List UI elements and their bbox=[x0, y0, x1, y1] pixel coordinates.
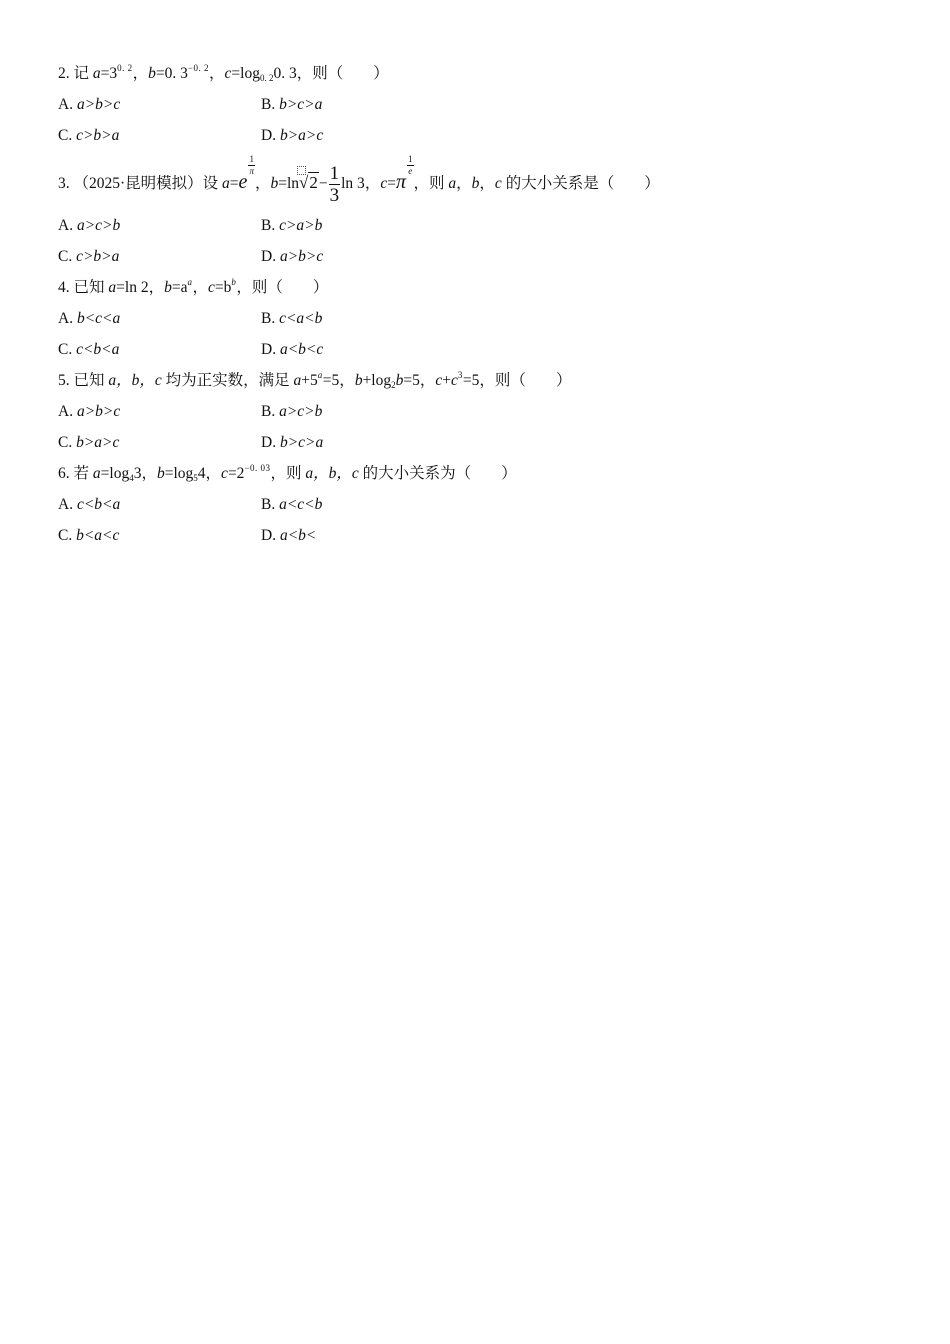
a-exponent-fraction bbox=[248, 155, 255, 176]
cube-root bbox=[299, 163, 319, 204]
c-exponent: −0. 03 bbox=[244, 463, 271, 473]
question-suffix: 的大小关系为（ bbox=[358, 465, 472, 482]
var-b: b bbox=[148, 65, 156, 82]
option-expression: c<b<a bbox=[76, 496, 121, 513]
option-d bbox=[261, 241, 323, 272]
fraction-numerator: 1 bbox=[249, 154, 254, 164]
separator: ， bbox=[254, 175, 271, 192]
equation-3-exponent: 3 bbox=[457, 370, 463, 380]
option-label: C. bbox=[58, 127, 77, 144]
option-label: B. bbox=[261, 310, 280, 327]
option-a bbox=[58, 210, 120, 241]
equation-2-term: +log bbox=[362, 372, 392, 389]
close-paren: ） bbox=[373, 65, 389, 82]
option-label: A. bbox=[58, 403, 77, 420]
option-expression: a>c>b bbox=[279, 403, 323, 420]
option-expression: b<a<c bbox=[76, 527, 120, 544]
option-label: C. bbox=[58, 434, 77, 451]
close-paren: ） bbox=[501, 465, 517, 482]
question-3-stem bbox=[58, 155, 898, 210]
separator: ， bbox=[192, 279, 208, 296]
option-expression: a>b>c bbox=[76, 403, 121, 420]
question-6-stem bbox=[58, 458, 898, 489]
option-label: A. bbox=[58, 96, 77, 113]
log-base: 2 bbox=[391, 380, 396, 390]
option-c bbox=[58, 427, 119, 458]
var-b: b bbox=[156, 465, 165, 482]
a-definition: =ln 2 bbox=[116, 279, 149, 296]
fraction-denominator: 3 bbox=[329, 184, 340, 206]
variable-list: a，b，c bbox=[305, 465, 359, 482]
separator: ， bbox=[364, 175, 381, 192]
fraction-denominator: e bbox=[408, 166, 413, 176]
separator: ， bbox=[208, 65, 225, 82]
fraction-numerator: 1 bbox=[408, 154, 413, 164]
question-number: 6. 若 bbox=[58, 465, 93, 482]
option-b bbox=[261, 89, 322, 120]
question-number: 3. （2025·昆明模拟）设 bbox=[58, 175, 223, 192]
option-d bbox=[261, 520, 316, 551]
option-c bbox=[58, 120, 119, 151]
option-label: C. bbox=[58, 248, 77, 265]
separator: ， bbox=[479, 175, 495, 192]
var-c: c bbox=[380, 175, 388, 192]
b-definition: =ln bbox=[278, 175, 300, 192]
question-4-options-row-1 bbox=[58, 303, 898, 334]
option-label: D. bbox=[261, 341, 280, 358]
option-expression: b>a>c bbox=[76, 434, 120, 451]
option-d bbox=[261, 427, 323, 458]
question-3-options-row-1 bbox=[58, 210, 898, 241]
separator: ， bbox=[132, 65, 149, 82]
var-c: c bbox=[451, 372, 458, 389]
a-definition: = bbox=[229, 175, 239, 192]
question-5-options-row-2 bbox=[58, 427, 898, 458]
option-expression: b>c>a bbox=[279, 434, 324, 451]
separator: ， bbox=[339, 372, 355, 389]
option-d bbox=[261, 120, 323, 151]
question-2-options-row-2 bbox=[58, 120, 898, 151]
option-expression: a>b>c bbox=[76, 96, 121, 113]
option-label: D. bbox=[261, 527, 280, 544]
plus-sign: + bbox=[442, 372, 452, 389]
c-definition: =b bbox=[214, 279, 232, 296]
var-b: b bbox=[395, 372, 404, 389]
option-expression: b>c>a bbox=[279, 96, 323, 113]
var-b: b bbox=[164, 279, 172, 296]
log-base: 4 bbox=[129, 473, 134, 483]
a-definition: =log bbox=[100, 465, 130, 482]
c-definition: = bbox=[387, 175, 396, 192]
separator: ， bbox=[205, 465, 222, 482]
option-label: C. bbox=[58, 341, 77, 358]
option-a bbox=[58, 489, 120, 520]
var-a: a bbox=[108, 279, 117, 296]
option-a bbox=[58, 89, 120, 120]
question-2-options-row-1 bbox=[58, 89, 898, 120]
variable-list: a，b，c bbox=[108, 372, 162, 389]
option-label: A. bbox=[58, 496, 77, 513]
equation-1-term: +5 bbox=[301, 372, 318, 389]
question-4-stem bbox=[58, 272, 898, 303]
log-base: 0. 2 bbox=[259, 73, 274, 83]
option-label: D. bbox=[261, 248, 280, 265]
var-a: a bbox=[448, 175, 457, 192]
b-exponent: a bbox=[187, 277, 193, 287]
var-a: a bbox=[92, 65, 101, 82]
equation-1-rhs: =5 bbox=[322, 372, 340, 389]
question-suffix: ，则 bbox=[270, 465, 306, 482]
option-c bbox=[58, 520, 119, 551]
question-suffix: ，则（ bbox=[236, 279, 283, 296]
minus-sign: − bbox=[318, 175, 328, 192]
log-argument: 4 bbox=[197, 465, 206, 482]
c-exponent-fraction bbox=[407, 155, 414, 176]
condition-text: 均为正实数，满足 bbox=[161, 372, 294, 389]
option-expression: c>a>b bbox=[279, 217, 323, 234]
option-expression: b<c<a bbox=[76, 310, 121, 327]
equation-2-rhs: =5 bbox=[403, 372, 420, 389]
question-2-stem bbox=[58, 58, 898, 89]
option-expression: c<a<b bbox=[279, 310, 323, 327]
var-b: b bbox=[270, 175, 279, 192]
var-c: c bbox=[224, 65, 232, 82]
question-4-options-row-2 bbox=[58, 334, 898, 365]
c-definition: =2 bbox=[227, 465, 245, 482]
option-label: B. bbox=[261, 217, 280, 234]
option-expression: a>c>b bbox=[76, 217, 121, 234]
option-a bbox=[58, 303, 120, 334]
option-b bbox=[261, 303, 322, 334]
log-argument: 0. 3 bbox=[273, 65, 297, 82]
option-c bbox=[58, 241, 119, 272]
option-expression: c<b<a bbox=[76, 341, 120, 358]
option-d bbox=[261, 334, 323, 365]
root-index-placeholder bbox=[297, 166, 306, 175]
close-paren: ） bbox=[644, 175, 660, 192]
separator: ， bbox=[141, 465, 157, 482]
b-definition: =0. 3 bbox=[155, 65, 188, 82]
var-a: a bbox=[222, 175, 230, 192]
option-expression: c>b>a bbox=[76, 127, 120, 144]
a-exponent: 0. 2 bbox=[117, 63, 133, 73]
var-b: b bbox=[471, 175, 480, 192]
question-number: 2. 记 bbox=[58, 65, 93, 82]
option-label: B. bbox=[261, 403, 280, 420]
ln-3: ln 3 bbox=[341, 175, 365, 192]
question-suffix: 的大小关系是（ bbox=[501, 175, 615, 192]
log-argument: 3 bbox=[133, 465, 142, 482]
question-number: 4. 已知 bbox=[58, 279, 109, 296]
option-expression: a>b>c bbox=[279, 248, 324, 265]
option-expression: a<b< bbox=[279, 527, 317, 544]
option-label: B. bbox=[261, 496, 280, 513]
equation-1-exponent: a bbox=[317, 370, 323, 380]
base-pi: π bbox=[395, 171, 406, 193]
one-third-fraction bbox=[329, 164, 341, 205]
var-c: c bbox=[221, 465, 228, 482]
option-b bbox=[261, 489, 322, 520]
var-a: a bbox=[92, 465, 101, 482]
option-expression: b>a>c bbox=[279, 127, 324, 144]
radical-sign-icon: √ bbox=[299, 173, 309, 192]
option-label: D. bbox=[261, 434, 280, 451]
var-b: b bbox=[354, 372, 363, 389]
option-label: A. bbox=[58, 217, 77, 234]
separator: ， bbox=[148, 279, 165, 296]
a-definition: =3 bbox=[100, 65, 118, 82]
option-expression: a<c<b bbox=[279, 496, 323, 513]
b-definition: =a bbox=[171, 279, 188, 296]
b-definition: =log bbox=[164, 465, 194, 482]
separator: ， bbox=[456, 175, 472, 192]
option-label: B. bbox=[261, 96, 280, 113]
b-exponent: −0. 2 bbox=[187, 63, 209, 73]
separator: ， bbox=[419, 372, 436, 389]
question-6-options-row-2 bbox=[58, 520, 898, 551]
option-b bbox=[261, 210, 322, 241]
close-paren: ） bbox=[555, 372, 572, 389]
option-label: D. bbox=[261, 127, 280, 144]
question-suffix: ，则（ bbox=[479, 372, 526, 389]
question-suffix: ，则 bbox=[413, 175, 449, 192]
fraction-numerator: 1 bbox=[329, 162, 340, 184]
question-5-options-row-1 bbox=[58, 396, 898, 427]
c-exponent: b bbox=[231, 277, 237, 287]
equation-3-rhs: =5 bbox=[462, 372, 480, 389]
fraction-denominator: π bbox=[249, 166, 254, 176]
question-number: 5. 已知 bbox=[58, 372, 109, 389]
c-definition: =log bbox=[231, 65, 260, 82]
worksheet-page bbox=[58, 58, 898, 551]
var-c: c bbox=[494, 175, 502, 192]
close-paren: ） bbox=[312, 279, 329, 296]
option-label: C. bbox=[58, 527, 77, 544]
log-base: 5 bbox=[193, 473, 198, 483]
option-a bbox=[58, 396, 120, 427]
question-6-options-row-1 bbox=[58, 489, 898, 520]
base-e: e bbox=[238, 171, 248, 193]
question-suffix: ，则（ bbox=[296, 65, 344, 82]
var-a: a bbox=[293, 372, 302, 389]
var-c: c bbox=[435, 372, 443, 389]
var-c: c bbox=[207, 279, 215, 296]
option-c bbox=[58, 334, 119, 365]
option-b bbox=[261, 396, 322, 427]
question-3-options-row-2 bbox=[58, 241, 898, 272]
question-5-stem bbox=[58, 365, 898, 396]
option-expression: c>b>a bbox=[76, 248, 120, 265]
option-label: A. bbox=[58, 310, 77, 327]
radicand: 2 bbox=[309, 173, 318, 192]
option-expression: a<b<c bbox=[279, 341, 324, 358]
